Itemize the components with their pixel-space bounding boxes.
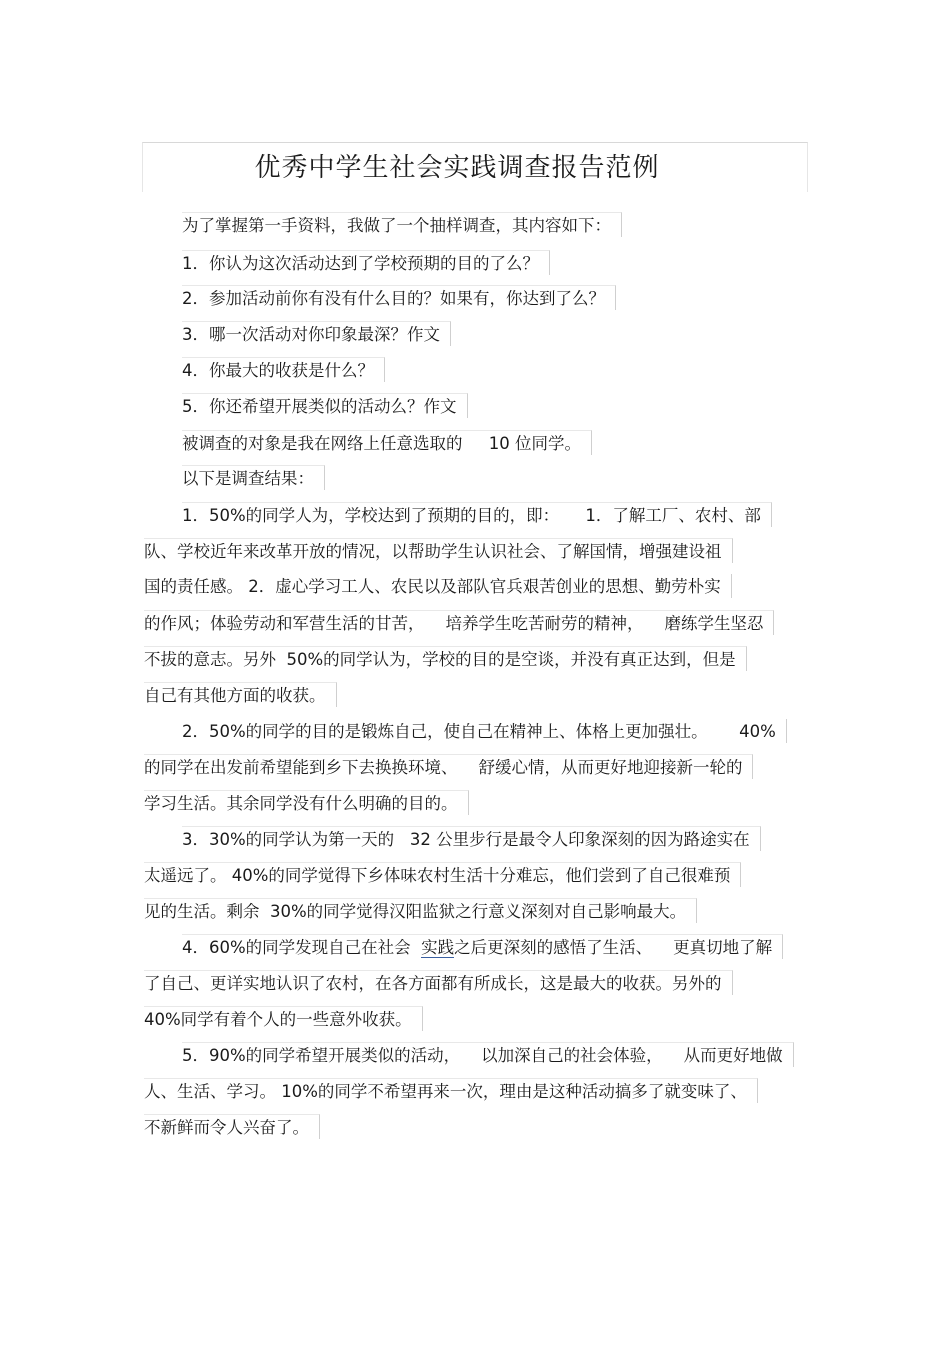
result-5-line-3: 不新鲜而令人兴奋了。 [144,1114,320,1139]
result-1-line-2: 队、学校近年来改革开放的情况，以帮助学生认识社会、了解国情，增强建设祖 [144,538,733,563]
result-2-line-2: 的同学在出发前希望能到乡下去换换环境、 舒缓心情，从而更好地迎接新一轮的 [144,754,753,779]
question-1: 1．你认为这次活动达到了学校预期的目的了么？ [182,250,550,275]
result-3-line-3: 见的生活。剩余 30%的同学觉得汉阳监狱之行意义深刻对自己影响最大。 [144,898,697,923]
result-1-line-6: 自己有其他方面的收获。 [144,682,337,707]
result-3-line-2: 太遥远了。 40%的同学觉得下乡体味农村生活十分难忘，他们尝到了自己很难预 [144,862,741,887]
practice-link[interactable]: 实践 [421,938,455,957]
result-4-text-b: 之后更深刻的感悟了生活、 更真切地了解 [454,938,773,957]
intro-line: 为了掌握第一手资料，我做了一个抽样调查，其内容如下： [182,212,622,237]
result-4-line-3: 40%同学有着个人的一些意外收获。 [144,1006,423,1031]
document-title: 优秀中学生社会实践调查报告范例 [254,153,660,183]
question-4: 4．你最大的收获是什么？ [182,357,385,382]
result-1-line-1: 1．50%的同学人为，学校达到了预期的目的，即： 1．了解工厂、农村、部 [182,502,772,527]
result-1-line-4: 的作风；体验劳动和军营生活的甘苦， 培养学生吃苦耐劳的精神， 磨练学生坚忍 [144,610,774,635]
result-1-line-3: 国的责任感。 2．虚心学习工人、农民以及部队官兵艰苦创业的思想、勤劳朴实 [144,574,732,598]
result-1-line-5: 不拔的意志。另外 50%的同学认为，学校的目的是空谈，并没有真正达到，但是 [144,646,747,671]
result-4-line-1 [182,934,783,959]
question-2: 2．参加活动前你有没有什么目的？如果有，你达到了么？ [182,285,616,310]
question-5: 5．你还希望开展类似的活动么？作文 [182,393,468,418]
subjects-line: 被调查的对象是我在网络上任意选取的 10 位同学。 [182,430,592,455]
result-2-line-1: 2．50%的同学的目的是锻炼自己，使自己在精神上、体格上更加强壮。 40% [182,719,787,743]
result-4-line-2: 了自己、更详实地认识了农村，在各方面都有所成长，这是最大的收获。另外的 [144,970,733,995]
question-3: 3．哪一次活动对你印象最深？作文 [182,321,451,346]
result-5-line-2: 人、生活、学习。 10%的同学不希望再来一次，理由是这种活动搞多了就变味了、 [144,1078,758,1103]
result-3-line-1: 3．30%的同学认为第一天的 32 公里步行是最令人印象深刻的因为路途实在 [182,826,761,851]
results-heading: 以下是调查结果： [182,465,325,490]
result-2-line-3: 学习生活。其余同学没有什么明确的目的。 [144,790,469,815]
result-5-line-1: 5．90%的同学希望开展类似的活动， 以加深自己的社会体验， 从而更好地做 [182,1042,794,1067]
result-4-text-a: 4．60%的同学发现自己在社会 [182,938,422,957]
